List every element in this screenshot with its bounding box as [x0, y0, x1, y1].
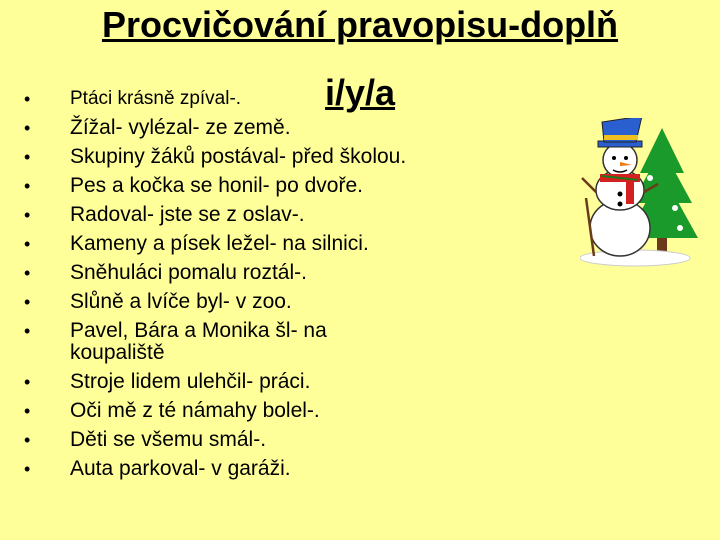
- bullet-icon: •: [24, 89, 31, 109]
- list-item: [24, 429, 494, 451]
- list-item-text: Skupiny žáků postával- před školou.: [70, 145, 407, 168]
- bullet-icon: •: [24, 147, 31, 167]
- list-item-text: Auta parkoval- v garáži.: [70, 457, 291, 480]
- list-item-text: Stroje lidem ulehčil- práci.: [70, 370, 311, 393]
- list-item-text: Děti se všemu smál-.: [70, 428, 267, 451]
- slide-title-suffix: i/y/a: [325, 72, 396, 113]
- list-item: [24, 320, 410, 364]
- list-item: [24, 262, 494, 284]
- list-item-text: Pavel, Bára a Monika šl- na koupaliště: [70, 319, 327, 364]
- list-item-text: Ptáci krásně zpíval-.: [70, 88, 242, 109]
- list-item-text: Kameny a písek ležel- na silnici.: [70, 232, 369, 255]
- exercise-list: [24, 82, 494, 487]
- list-item: [24, 117, 494, 139]
- bullet-icon: •: [24, 118, 31, 138]
- bullet-icon: •: [24, 321, 31, 341]
- bullet-icon: •: [24, 205, 31, 225]
- list-item: [24, 233, 494, 255]
- list-item: [24, 400, 494, 422]
- list-item: [24, 146, 494, 168]
- bullet-icon: •: [24, 176, 31, 196]
- bullet-icon: •: [24, 263, 31, 283]
- list-item: [24, 204, 494, 226]
- list-item: [24, 458, 494, 480]
- bullet-icon: •: [24, 459, 31, 479]
- list-item-text: Radoval- jste se z oslav-.: [70, 203, 305, 226]
- list-item: [24, 371, 494, 393]
- bullet-icon: •: [24, 292, 31, 312]
- bullet-icon: •: [24, 234, 31, 254]
- bullet-icon: •: [24, 372, 31, 392]
- list-item: [24, 291, 494, 313]
- list-item-text: Oči mě z té námahy bolel-.: [70, 399, 320, 422]
- list-item-text: Slůně a lvíče byl- v zoo.: [70, 290, 292, 313]
- snowman-with-christmas-tree-icon: [580, 118, 700, 268]
- list-item-text: Pes a kočka se honil- po dvoře.: [70, 174, 363, 197]
- bullet-icon: •: [24, 401, 31, 421]
- list-item-text: Sněhuláci pomalu roztál-.: [70, 261, 307, 284]
- list-item: [24, 175, 494, 197]
- slide-title: Procvičování pravopisu-doplň: [101, 4, 619, 45]
- bullet-icon: •: [24, 430, 31, 450]
- list-item-text: Žížal- vylézal- ze země.: [70, 116, 291, 139]
- list-item: [24, 88, 494, 110]
